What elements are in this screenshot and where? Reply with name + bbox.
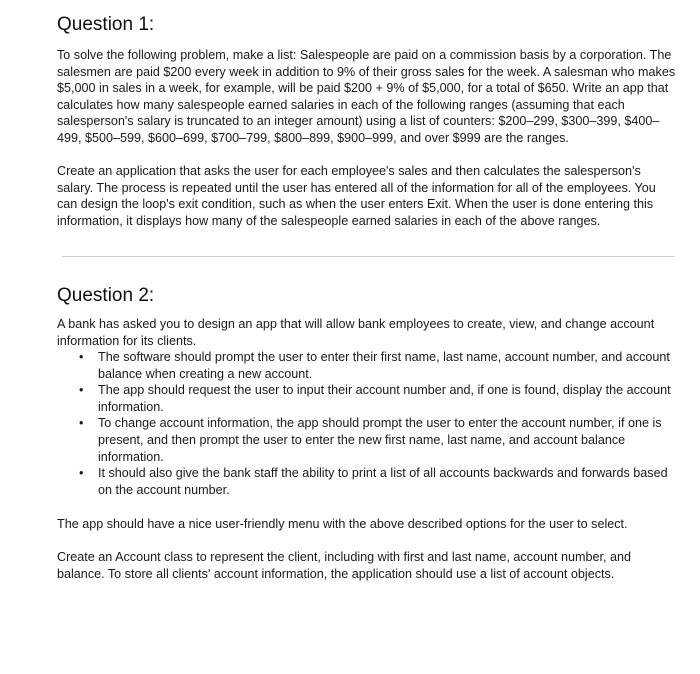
list-item: [57, 382, 679, 415]
class-note: Create an Account class to represent the client, including with first and last name, account number, and balance. To store all clients' account information, the application should use a list of account objects.: [57, 550, 632, 581]
section-divider: [62, 256, 675, 257]
list-item: [57, 349, 679, 382]
bullet-icon: •: [79, 383, 84, 398]
question-1-title: Question 1:: [57, 14, 155, 35]
bullet-icon: •: [79, 466, 84, 481]
list-item-text: The software should prompt the user to enter their first name, last name, account number, and account balance when creating a new account.: [98, 350, 670, 381]
question-1-paragraph-2: Create an application that asks the user for each employee's sales and then calculates the salesperson's salary. The process is repeated until the user has entered all of the information for all of the employees. You can design the loop's exit condition, such as when the user enters Exit. When the user is done entering this information, it displays how many of the salespeople earned salaries in each of the above ranges.: [57, 164, 656, 228]
list-item: [57, 465, 679, 498]
list-item-text: The app should request the user to input their account number and, if one is found, display the account information.: [98, 383, 671, 414]
bullet-icon: •: [79, 350, 84, 364]
bullet-icon: •: [79, 416, 84, 431]
requirements-list: [57, 349, 679, 498]
question-1-paragraph-1: To solve the following problem, make a list: Salespeople are paid on a commission basis by a corporation. The salesmen are paid $200 every week in addition to 9% of their gross sales for the week. A salesman who makes $5,000 in sales in a week, for example, will be paid $200 + 9% of $5,000, for a total of $650. Write an app that calculates how many salespeople earned salaries in each of the following ranges (assuming that each salesperson's salary is truncated to an integer amount) using a list of counters: $200–299, $300–399, $400–499, $500–599, $600–699, $700–799, $800–899, $900–999, and over $999 are the ranges.: [57, 48, 676, 145]
list-item: [57, 415, 679, 465]
question-2-title: Question 2:: [57, 285, 155, 306]
question-2-intro: A bank has asked you to design an app that will allow bank employees to create, view, and change account information for its clients.: [57, 317, 655, 348]
list-item-text: To change account information, the app should prompt the user to enter the account number, if one is present, and then prompt the user to enter the new first name, last name, and account balance information.: [98, 416, 662, 464]
menu-note: The app should have a nice user-friendly menu with the above described options for the user to select.: [57, 517, 628, 531]
list-item-text: It should also give the bank staff the ability to print a list of all accounts backwards and forwards based on the account number.: [98, 466, 668, 497]
